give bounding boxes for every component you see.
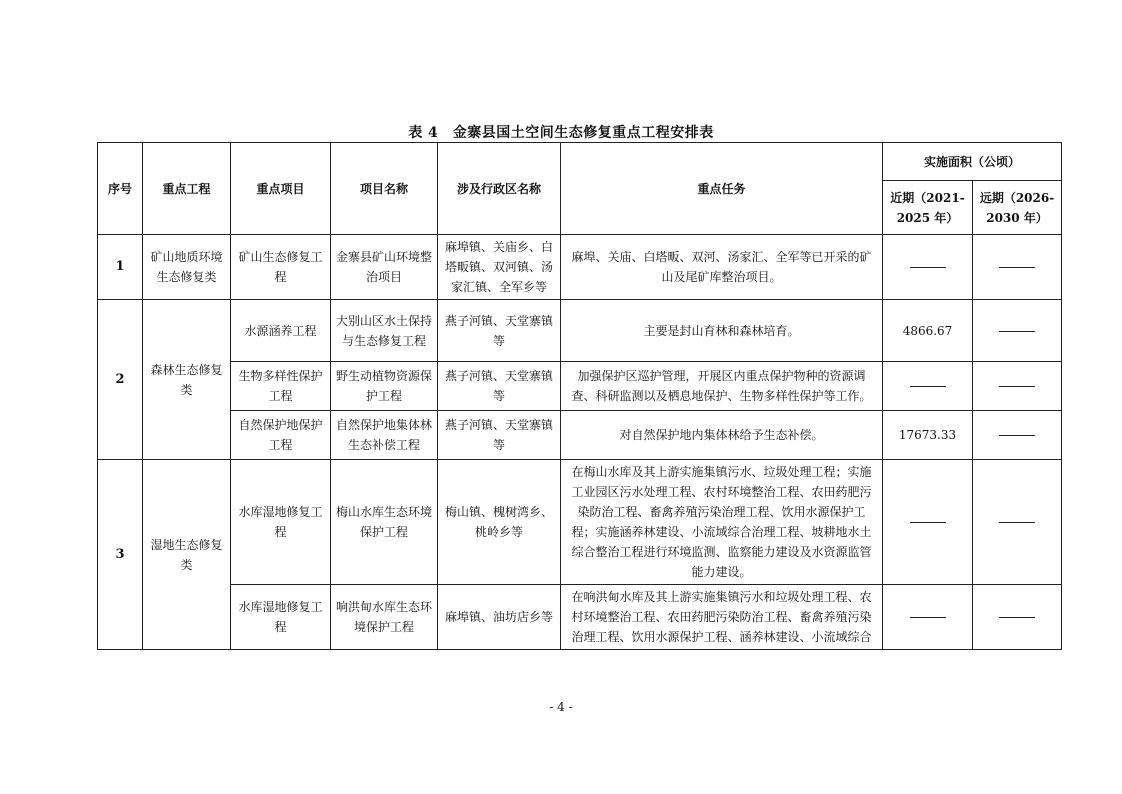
cell-far — [973, 235, 1062, 300]
table-body — [98, 235, 1062, 650]
dash-mark — [999, 267, 1035, 268]
cell-near — [883, 235, 973, 300]
cell-task: 在梅山水库及其上游实施集镇污水、垃圾处理工程；实施工业园区污水处理工程、农村环境整治工程、农田药肥污染防治工程、畜禽养殖污染治理工程、饮用水源保护工程；实施涵养林建设、小流域综合治理工程、坡耕地水土综合整治工程进行环境监测、监察能力建设及水资源监管能力建设。 — [561, 460, 883, 585]
cell-far — [973, 362, 1062, 411]
table-row — [98, 300, 1062, 362]
cell-key-item: 水库湿地修复工程 — [231, 585, 331, 650]
header-region: 涉及行政区名称 — [438, 143, 561, 235]
dash-mark — [910, 617, 946, 618]
cell-near: 17673.33 — [883, 411, 973, 460]
dash-mark — [999, 617, 1035, 618]
cell-seq: 3 — [98, 460, 143, 650]
cell-region: 麻埠镇、油坊店乡等 — [438, 585, 561, 650]
cell-region: 燕子河镇、天堂寨镇等 — [438, 300, 561, 362]
cell-task: 加强保护区巡护管理，开展区内重点保护物种的资源调查、科研监测以及栖息地保护、生物多样性保护等工作。 — [561, 362, 883, 411]
dash-mark — [999, 386, 1035, 387]
page-number: - 4 - — [549, 700, 573, 714]
cell-region: 麻埠镇、关庙乡、白塔畈镇、双河镇、汤家汇镇、全军乡等 — [438, 235, 561, 300]
dash-mark — [999, 522, 1035, 523]
cell-near: 4866.67 — [883, 300, 973, 362]
cell-near — [883, 362, 973, 411]
cell-key-item: 水库湿地修复工程 — [231, 460, 331, 585]
cell-key-item: 生物多样性保护工程 — [231, 362, 331, 411]
table-row — [98, 585, 1062, 650]
cell-seq: 1 — [98, 235, 143, 300]
project-table — [97, 142, 1062, 650]
cell-key-item: 自然保护地保护工程 — [231, 411, 331, 460]
cell-task: 主要是封山育林和森林培育。 — [561, 300, 883, 362]
header-task: 重点任务 — [561, 143, 883, 235]
cell-far — [973, 460, 1062, 585]
cell-project-name: 野生动植物资源保护工程 — [331, 362, 438, 411]
cell-project-name: 梅山水库生态环境保护工程 — [331, 460, 438, 585]
cell-task: 麻埠、关庙、白塔畈、双河、汤家汇、全军等已开采的矿山及尾矿库整治项目。 — [561, 235, 883, 300]
cell-project-type: 矿山地质环境生态修复类 — [143, 235, 231, 300]
dash-mark — [910, 386, 946, 387]
cell-far — [973, 300, 1062, 362]
table-row — [98, 460, 1062, 585]
cell-far — [973, 411, 1062, 460]
cell-project-type: 森林生态修复类 — [143, 300, 231, 460]
cell-task: 在响洪甸水库及其上游实施集镇污水和垃圾处理工程、农村环境整治工程、农田药肥污染防治工程、畜禽养殖污染治理工程、饮用水源保护工程、涵养林建设、小流域综合 — [561, 585, 883, 650]
cell-task: 对自然保护地内集体林给予生态补偿。 — [561, 411, 883, 460]
cell-near — [883, 460, 973, 585]
header-project-name: 项目名称 — [331, 143, 438, 235]
cell-key-item: 矿山生态修复工程 — [231, 235, 331, 300]
dash-mark — [910, 267, 946, 268]
table-row — [98, 411, 1062, 460]
cell-region: 梅山镇、槐树湾乡、桃岭乡等 — [438, 460, 561, 585]
header-far: 远期（2026-2030 年） — [973, 181, 1062, 235]
cell-key-item: 水源涵养工程 — [231, 300, 331, 362]
table-title: 表 4 金寨县国土空间生态修复重点工程安排表 — [408, 125, 714, 141]
cell-project-name: 响洪甸水库生态环境保护工程 — [331, 585, 438, 650]
header-seq: 序号 — [98, 143, 143, 235]
table-row — [98, 235, 1062, 300]
cell-near — [883, 585, 973, 650]
dash-mark — [910, 522, 946, 523]
table-row — [98, 362, 1062, 411]
header-area: 实施面积（公顷） — [883, 143, 1062, 181]
cell-project-name: 自然保护地集体林生态补偿工程 — [331, 411, 438, 460]
cell-project-type: 湿地生态修复类 — [143, 460, 231, 650]
cell-seq: 2 — [98, 300, 143, 460]
cell-project-name: 大别山区水土保持与生态修复工程 — [331, 300, 438, 362]
cell-region: 燕子河镇、天堂寨镇等 — [438, 362, 561, 411]
header-near: 近期（2021-2025 年） — [883, 181, 973, 235]
cell-region: 燕子河镇、天堂寨镇等 — [438, 411, 561, 460]
header-key-item: 重点项目 — [231, 143, 331, 235]
header-project-type: 重点工程 — [143, 143, 231, 235]
cell-far — [973, 585, 1062, 650]
dash-mark — [999, 435, 1035, 436]
dash-mark — [999, 331, 1035, 332]
cell-project-name: 金寨县矿山环境整治项目 — [331, 235, 438, 300]
